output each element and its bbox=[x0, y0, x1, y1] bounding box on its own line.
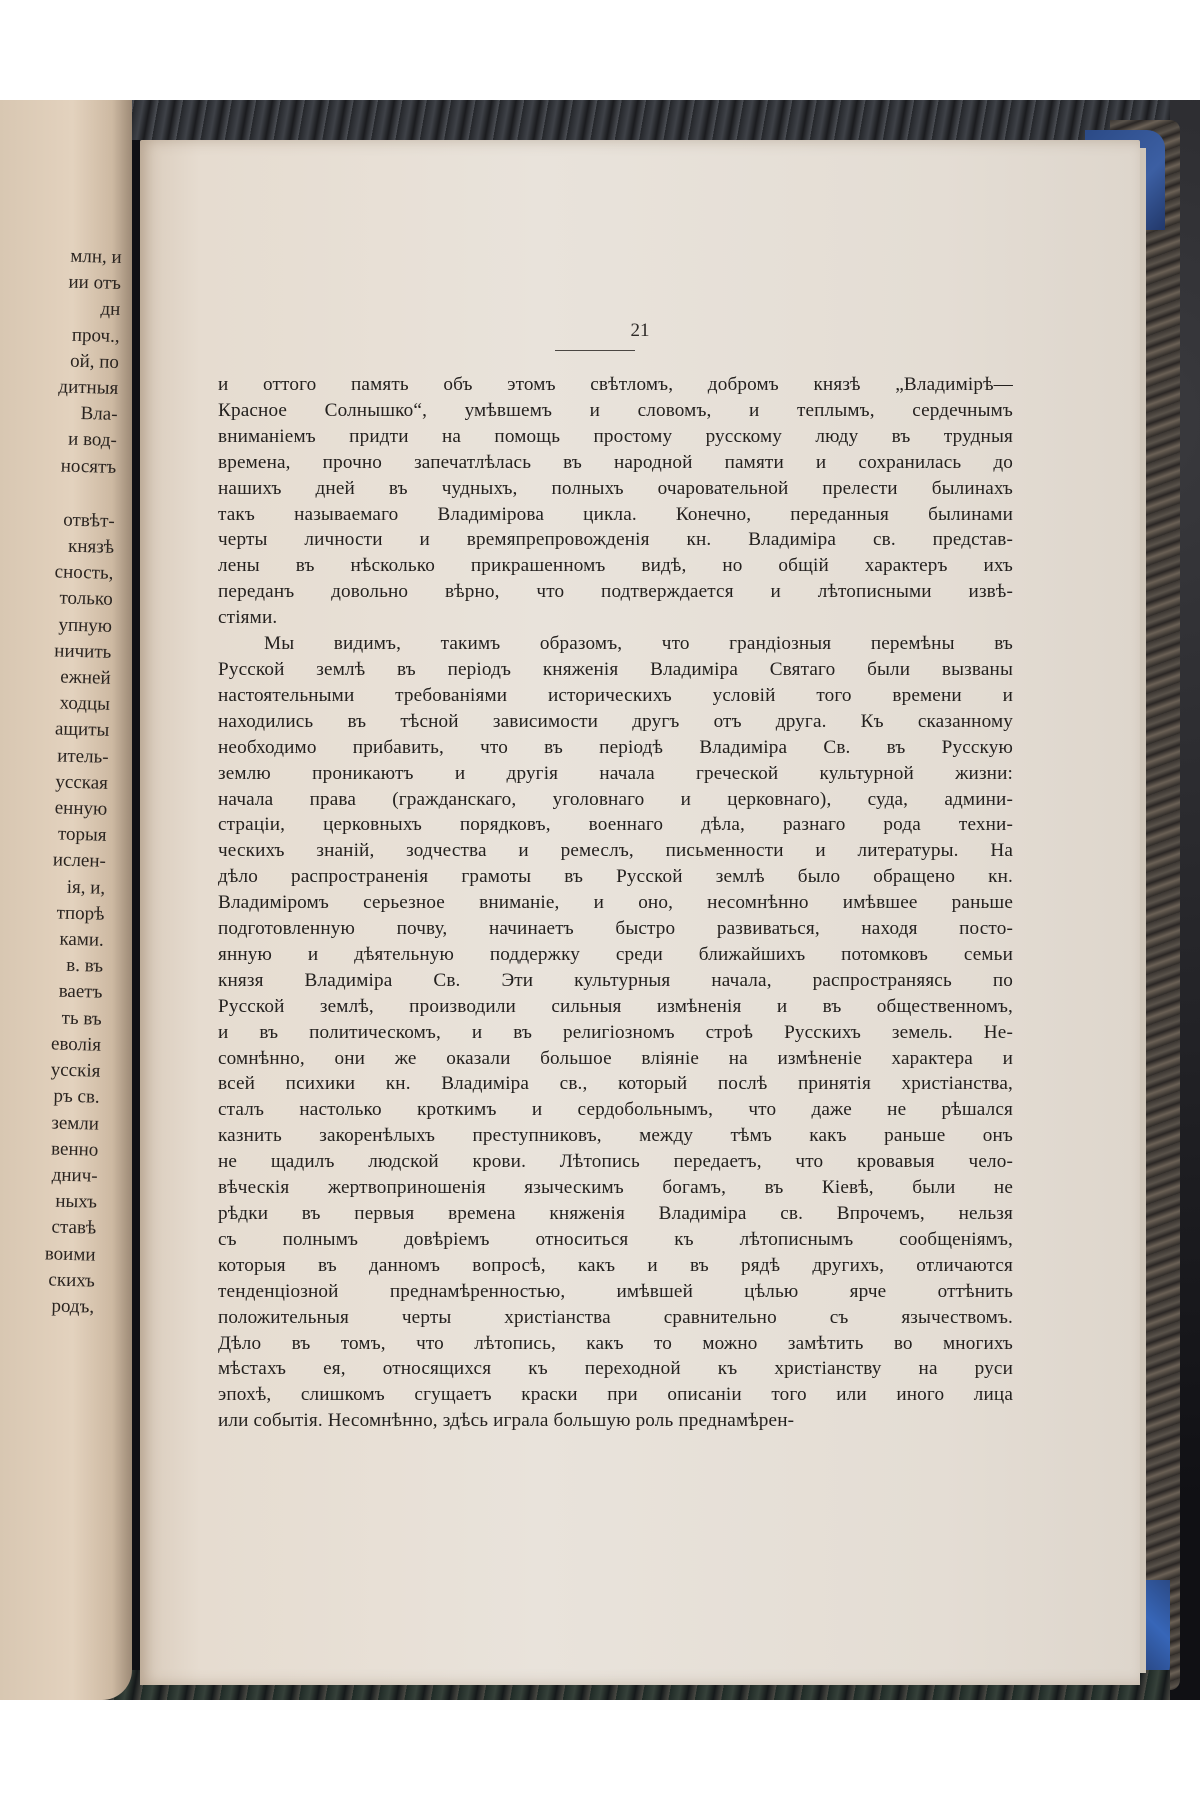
text-line: такъ называемаго Владимірова цикла. Конечно, переданныя былинами bbox=[218, 503, 1013, 525]
text-line: эпохѣ, слишкомъ сгущаетъ краски при описаніи того или иного лица bbox=[218, 1384, 1013, 1406]
left-page-fragment: проч., bbox=[71, 324, 120, 347]
left-page-fragment: отвѣт- bbox=[63, 509, 116, 532]
left-page-fragment: только bbox=[59, 587, 113, 611]
left-page-fragment: носятъ bbox=[60, 455, 117, 478]
text-line: необходимо прибавить, что въ періодѣ Владиміра Св. въ Русскую bbox=[218, 736, 1013, 758]
text-line: князя Владиміра Св. Эти культурныя начала, распространяясь по bbox=[218, 969, 1013, 991]
left-page-fragment: родъ, bbox=[51, 1295, 95, 1318]
text-line: лены въ нѣсколько прикрашенномъ видѣ, но общій характеръ ихъ bbox=[218, 555, 1013, 577]
left-page-fragment: дитныя bbox=[58, 376, 119, 399]
left-page-fragment: усскія bbox=[50, 1059, 101, 1082]
book-cover-top-edge bbox=[110, 100, 1170, 140]
left-page-fragment: енную bbox=[54, 797, 108, 820]
text-line: положительныя черты христіанства сравнительно съ язычествомъ. bbox=[218, 1306, 1013, 1328]
left-page-fragment: торыя bbox=[57, 823, 107, 847]
text-line: всей психики кн. Владиміра св., который послѣ принятія христіанства, bbox=[218, 1073, 1013, 1095]
left-page-fragment: упную bbox=[58, 614, 113, 637]
page-number-rule bbox=[555, 350, 635, 351]
text-line: Дѣло въ томъ, что лѣтопись, какъ то можно замѣтить во многихъ bbox=[218, 1332, 1013, 1354]
left-page-fragment: днич- bbox=[51, 1164, 98, 1187]
text-line: настоятельными требованіями историческихъ условій того времени и bbox=[218, 684, 1013, 706]
text-line: стіями. bbox=[218, 607, 278, 629]
left-page-fragment: ныхъ bbox=[55, 1190, 98, 1213]
left-page-fragment: ащиты bbox=[54, 718, 110, 742]
text-line: сомнѣнно, они же оказали большое вліяніе на измѣненіе характера и bbox=[218, 1047, 1013, 1069]
text-line: сталъ настолько кроткимъ и сердобольнымъ, что даже не рѣшался bbox=[218, 1099, 1013, 1121]
text-line: времена, прочно запечатлѣлась въ народной памяти и сохранилась до bbox=[218, 451, 1013, 473]
left-page-fragment: усская bbox=[55, 771, 109, 794]
text-line: страціи, церковныхъ порядковъ, военнаго дѣла, разнаго рода техни- bbox=[218, 814, 1013, 836]
text-line: Владиміромъ серьезное вниманіе, и оно, несомнѣнно имѣвшее раньше bbox=[218, 892, 1013, 914]
text-line: мѣстахъ ея, относящихся къ переходной къ христіанству на руси bbox=[218, 1358, 1013, 1380]
page-number: 21 bbox=[630, 320, 650, 341]
text-line: Красное Солнышко“, умѣвшемъ и словомъ, и теплымъ, сердечнымъ bbox=[218, 399, 1013, 421]
left-page-fragment: венно bbox=[50, 1138, 99, 1161]
paragraph-gap bbox=[0, 477, 116, 508]
text-line: тенденціозной преднамѣренностью, имѣвшей цѣлью ярче оттѣнить bbox=[218, 1280, 1013, 1302]
left-page-fragment: Вла- bbox=[80, 403, 118, 426]
left-page-fragment: ваетъ bbox=[58, 981, 103, 1004]
left-page-fragment: ии отъ bbox=[68, 271, 122, 295]
left-page-fragment: млн, и bbox=[70, 245, 122, 268]
left-page-fragment: ръ св. bbox=[53, 1085, 100, 1109]
text-line: Мы видимъ, такимъ образомъ, что грандіозныя перемѣны въ bbox=[264, 633, 1013, 655]
left-page-fragment: дн bbox=[100, 298, 121, 321]
text-line: и въ политическомъ, и въ религіозномъ строѣ Русскихъ земель. Не- bbox=[218, 1021, 1013, 1043]
left-page-fragment: в. въ bbox=[66, 955, 104, 978]
left-page-fragment: ть въ bbox=[61, 1007, 103, 1030]
left-page-fragment: сность, bbox=[54, 561, 114, 585]
text-line: рѣдки въ первыя времена княженія Владиміра св. Впрочемъ, нельзя bbox=[218, 1203, 1013, 1224]
left-page-fragment: ходцы bbox=[59, 692, 111, 716]
page-edge bbox=[1140, 148, 1146, 1673]
text-line: и оттого память объ этомъ свѣтломъ, добромъ князѣ „Владимірѣ— bbox=[218, 374, 1013, 395]
left-page-fragment: итель- bbox=[56, 745, 109, 768]
left-page-fragment: князѣ bbox=[67, 535, 115, 558]
left-page-fragment: ставѣ bbox=[51, 1216, 97, 1239]
text-line: землю проникаютъ и другія начала греческой культурной жизни: bbox=[218, 762, 1013, 784]
text-line: или событія. Несомнѣнно, здѣсь играла большую роль преднамѣрен- bbox=[218, 1410, 795, 1432]
left-page-fragment: ой, по bbox=[69, 350, 120, 373]
left-page-fragment: земли bbox=[51, 1111, 100, 1135]
left-page bbox=[0, 100, 132, 1700]
text-line: подготовленную почву, начинаетъ быстро развиваться, находя посто- bbox=[218, 918, 1013, 940]
text-line: Русской землѣ въ періодъ княженія Владиміра Святаго были вызваны bbox=[218, 658, 1013, 680]
left-page-fragment: ія, и, bbox=[66, 876, 106, 899]
right-page bbox=[140, 140, 1140, 1685]
book-photo bbox=[0, 100, 1200, 1700]
left-page-fragment: воими bbox=[44, 1242, 96, 1266]
text-line: которыя въ данномъ вопросѣ, какъ и въ рядѣ другихъ, отличаются bbox=[218, 1254, 1013, 1276]
text-line: дѣло распространенія грамоты въ Русской землѣ было обращено кн. bbox=[218, 866, 1013, 888]
left-page-fragment: еволія bbox=[50, 1033, 102, 1056]
left-page-fragment: ничить bbox=[54, 640, 112, 663]
text-line: не щадилъ людской крови. Лѣтопись передаетъ, что кровавыя чело- bbox=[218, 1151, 1013, 1173]
text-line: ческихъ знаній, зодчества и ремеслъ, письменности и литературы. На bbox=[218, 840, 1013, 862]
left-page-fragment: скихъ bbox=[48, 1269, 96, 1292]
text-line: находились въ тѣсной зависимости другъ отъ друга. Къ сказанному bbox=[218, 710, 1013, 732]
left-page-fragment: тпорѣ bbox=[56, 902, 105, 925]
text-line: Русской землѣ, производили сильныя измѣненія и въ общественномъ, bbox=[218, 995, 1013, 1017]
left-page-fragment: ислен- bbox=[52, 849, 107, 873]
text-line: черты личности и времяпрепровожденія кн. Владиміра св. представ- bbox=[218, 529, 1013, 551]
text-line: съ полнымъ довѣріемъ относиться къ лѣтописнымъ сообщеніямъ, bbox=[218, 1228, 1013, 1250]
text-line: нашихъ дней въ чудныхъ, полныхъ очаровательной прелести былинахъ bbox=[218, 477, 1013, 499]
body-text bbox=[218, 372, 1013, 1434]
text-line: янную и дѣятельную поддержку среди ближайшихъ потомковъ семьи bbox=[218, 943, 1013, 965]
text-line: вниманіемъ придти на помощь простому русскому люду въ трудныя bbox=[218, 425, 1013, 447]
left-page-fragment: и вод- bbox=[67, 429, 118, 452]
text-line: переданъ довольно вѣрно, что подтверждается и лѣтописными извѣ- bbox=[218, 581, 1013, 603]
text-line: вѣческія жертвоприношенія языческимъ богамъ, въ Кіевѣ, были не bbox=[218, 1177, 1013, 1199]
text-line: начала права (гражданскаго, уголовнаго и церковнаго), суда, админи- bbox=[218, 788, 1013, 810]
left-page-fragment: ежней bbox=[60, 666, 111, 689]
left-page-fragment: ками. bbox=[59, 928, 105, 951]
text-line: казнить закоренѣлыхъ преступниковъ, между тѣмъ какъ раньше онъ bbox=[218, 1125, 1013, 1147]
left-page-text-fragments bbox=[0, 242, 122, 1321]
